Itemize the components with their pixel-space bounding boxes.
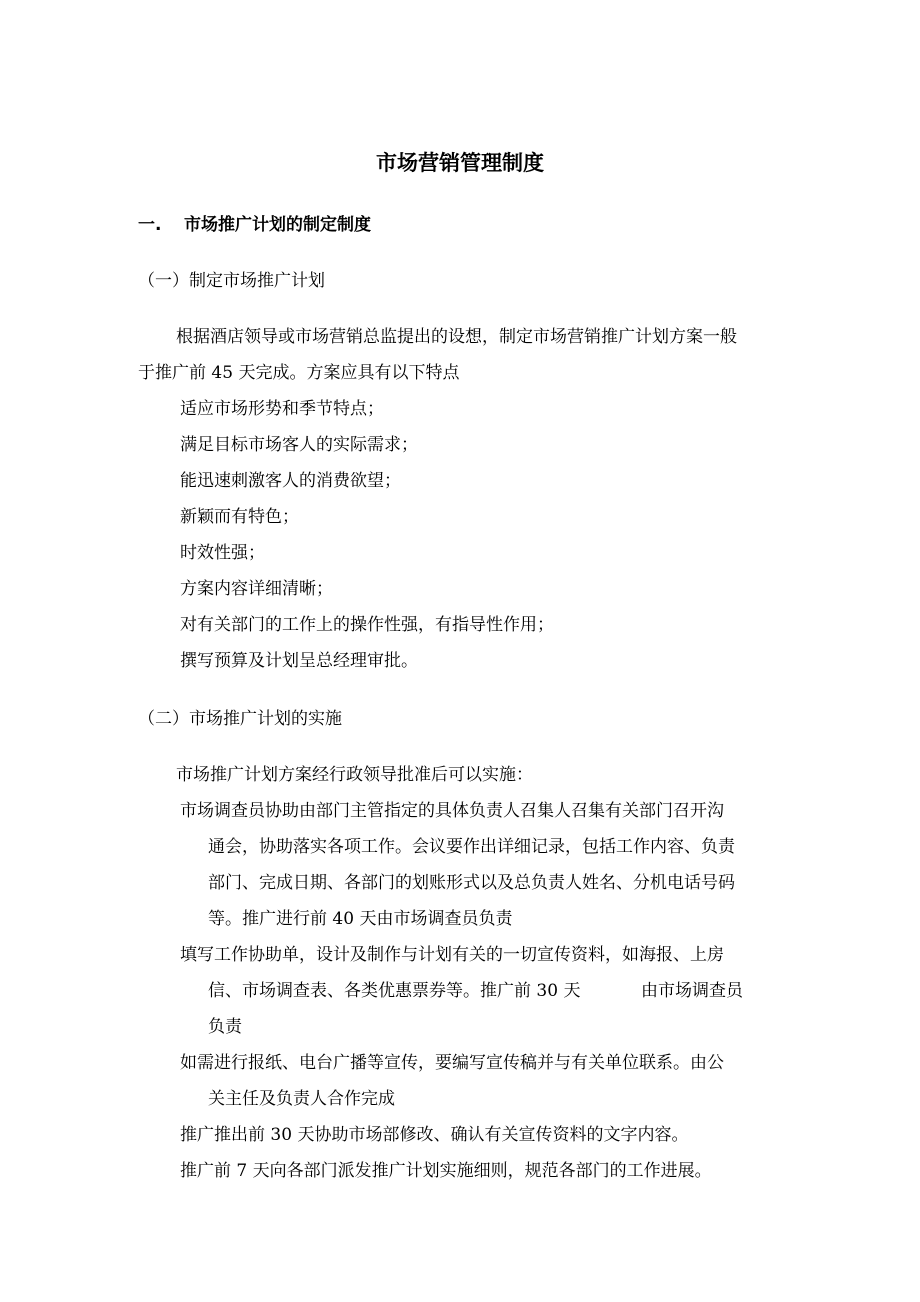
list-item-line: 等。推广进行前 40 天由市场调查员负责 xyxy=(208,909,513,929)
list-item-line: 通会，协助落实各项工作。会议要作出详细记录，包括工作内容、负责 xyxy=(208,837,735,857)
section-heading-text: 市场推广计划的制定制度 xyxy=(184,215,371,235)
list-item-line: 填写工作协助单，设计及制作与计划有关的一切宣传资料，如海报、上房 xyxy=(180,945,724,965)
list-item: 推广推出前 30 天协助市场部修改、确认有关宣传资料的文字内容。 xyxy=(180,1125,689,1145)
list-item-line: 市场调查员协助由部门主管指定的具体负责人召集人召集有关部门召开沟 xyxy=(180,801,724,821)
list-item-line: 关主任及负责人合作完成 xyxy=(208,1089,395,1109)
list-item: 推广前 7 天向各部门派发推广计划实施细则，规范各部门的工作进展。 xyxy=(180,1161,712,1181)
paragraph-line: 市场推广计划方案经行政领导批准后可以实施： xyxy=(176,765,533,785)
list-item: 时效性强； xyxy=(180,543,265,563)
list-item-line: 部门、完成日期、各部门的划账形式以及总负责人姓名、分机电话号码 xyxy=(208,873,735,893)
paragraph-line: 根据酒店领导或市场营销总监提出的设想，制定市场营销推广计划方案一般 xyxy=(176,327,737,347)
list-item: 撰写预算及计划呈总经理审批。 xyxy=(180,651,418,671)
list-item-line: 由市场调查员 xyxy=(641,981,743,1001)
subsection-heading-2: （二）市场推广计划的实施 xyxy=(138,709,342,729)
list-item: 适应市场形势和季节特点； xyxy=(180,399,384,419)
list-item: 满足目标市场客人的实际需求； xyxy=(180,435,418,455)
section-heading xyxy=(138,214,371,236)
list-item: 方案内容详细清晰； xyxy=(180,579,333,599)
page-title: 市场营销管理制度 xyxy=(376,151,544,175)
list-item-line: 负责 xyxy=(208,1017,242,1037)
section-number: 一. xyxy=(138,215,162,235)
subsection-heading-1: （一）制定市场推广计划 xyxy=(138,271,325,291)
list-item: 对有关部门的工作上的操作性强，有指导性作用； xyxy=(180,615,554,635)
list-item-line: 如需进行报纸、电台广播等宣传，要编写宣传稿并与有关单位联系。由公 xyxy=(180,1053,724,1073)
list-item: 新颖而有特色； xyxy=(180,507,299,527)
list-item: 能迅速刺激客人的消费欲望； xyxy=(180,471,401,491)
list-item-line: 信、市场调查表、各类优惠票券等。推广前 30 天 xyxy=(208,981,581,1001)
paragraph-line: 于推广前 45 天完成。方案应具有以下特点 xyxy=(138,363,460,383)
